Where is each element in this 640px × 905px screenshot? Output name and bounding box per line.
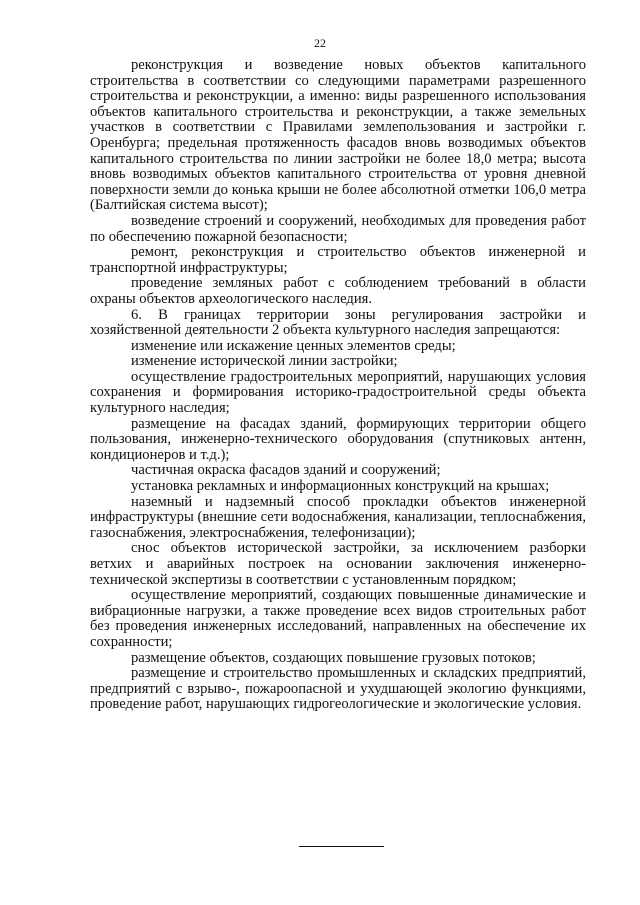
paragraph-freight-traffic: размещение объектов, создающих повышение грузовых потоков;	[131, 649, 536, 666]
paragraph-environment-change: изменение или искажение ценных элементов среды;	[131, 337, 456, 354]
paragraph-above-ground-utilities: наземный и надземный способ прокладки объектов инженерной инфраструктуры (внешние сети водоснабжения, канализации, теплоснабжения, газоснабжения, электроснабжения, телефонизации);	[90, 493, 586, 541]
paragraph-historic-demolition: снос объектов исторической застройки, за исключением разборки ветхих и аварийных построек на основании заключения инженерно-технической экспертизы в соответствии с установленным порядком;	[90, 540, 586, 588]
paragraph-facade-equipment: размещение на фасадах зданий, формирующих территории общего пользования, инженерно-технического оборудования (спутниковых антенн, кондиционеров и т.д.);	[90, 415, 586, 463]
paragraph-fire-safety: возведение строений и сооружений, необходимых для проведения работ по обеспечению пожарной безопасности;	[90, 212, 586, 245]
paragraph-earthworks: проведение земляных работ с соблюдением требований в области охраны объектов археологического наследия.	[90, 275, 586, 307]
end-divider-line	[299, 846, 384, 847]
page-number: 22	[314, 36, 326, 50]
document-body	[90, 58, 586, 713]
paragraph-dynamic-loads: осуществление мероприятий, создающих повышенные динамические и вибрационные нагрузки, а также проведение всех видов строительных работ без проведения инженерных исследований, направленных на обеспечение их сохранности;	[90, 587, 586, 650]
paragraph-urban-planning-measures: осуществление градостроительных мероприятий, нарушающих условия сохранения и формирования историко-градостроительной среды объекта культурного наследия;	[90, 368, 586, 417]
paragraph-capital-construction: реконструкция и возведение новых объектов капитального строительства в соответствии со следующими параметрами разрешенного строительства и реконструкции, а именно: виды разрешенного использования объектов капитального строительства и реконструкции, а также земельных участков в соответствии с Правилами землепользования и застройки г. Оренбурга; предельная протяженность фасадов вновь возводимых объектов капитального строительства по линии застройки не более 18,0 метра; высота вновь возводимых объектов капитального строительства от уровня дневной поверхности земли до конька крыши не более абсолютной отметки 106,0 метра (Балтийская система высот);	[90, 57, 586, 214]
paragraph-infrastructure-repair: ремонт, реконструкция и строительство объектов инженерной и транспортной инфраструктуры;	[90, 244, 586, 276]
paragraph-partial-painting: частичная окраска фасадов зданий и сооружений;	[131, 462, 441, 479]
paragraph-industrial-enterprises: размещение и строительство промышленных и складских предприятий, предприятий с взрыво-, пожароопасной и ухудшающей экологию функциями, проведение работ, нарушающих гидрогеологические и экологические условия.	[90, 665, 586, 713]
paragraph-building-line-change: изменение исторической линии застройки;	[131, 353, 398, 370]
paragraph-section-6-heading: 6. В границах территории зоны регулирования застройки и хозяйственной деятельности 2 объекта культурного наследия запрещаются:	[90, 306, 586, 339]
paragraph-roof-advertising: установка рекламных и информационных конструкций на крышах;	[131, 478, 550, 495]
